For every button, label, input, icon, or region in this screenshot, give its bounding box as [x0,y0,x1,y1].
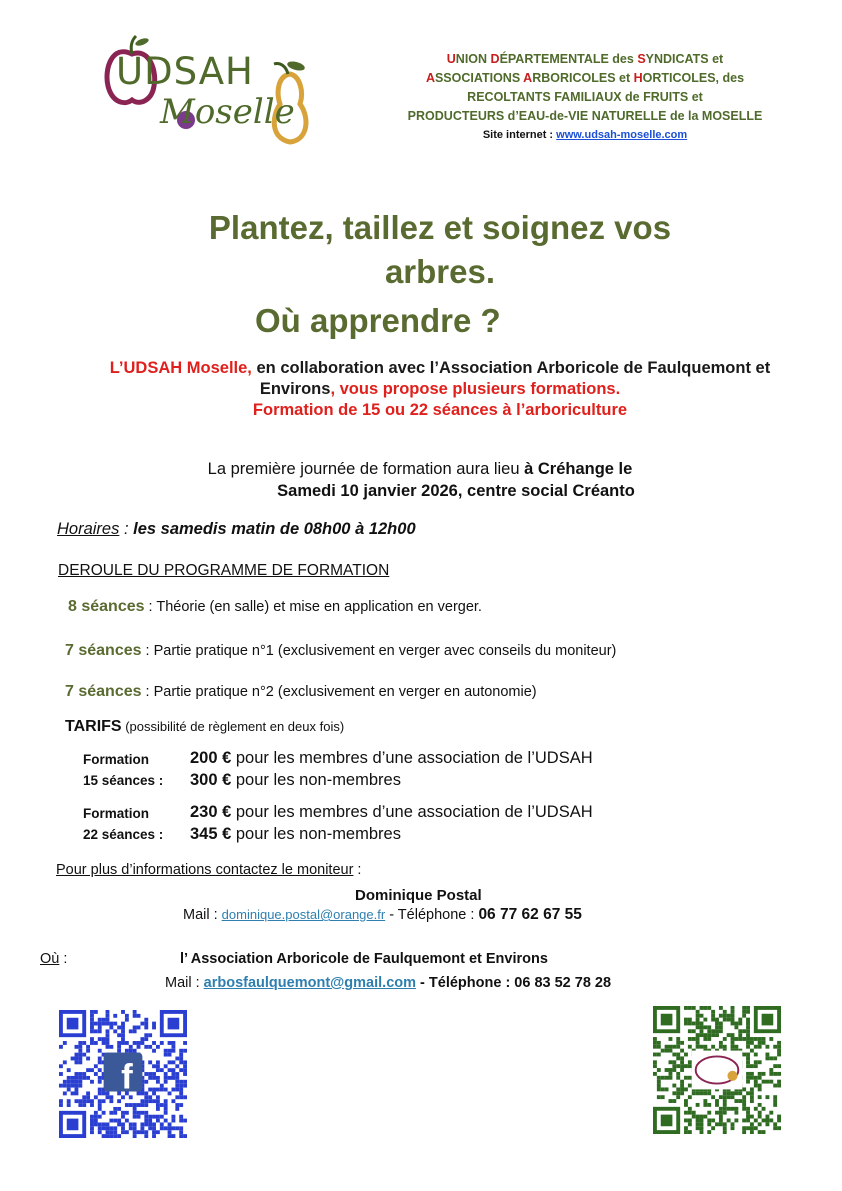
seance-count: 7 séances [65,683,142,700]
seance-desc: : Théorie (en salle) et mise en application en verger. [144,599,482,615]
price-non-members: 300 € [190,771,232,789]
schedule-label: Horaires [57,520,120,538]
header-text: ORTICOLES, des [642,71,745,85]
title-line-2: arbres. [384,253,496,290]
site-line [365,126,805,145]
date-text: La première journée de formation aura lieu [207,460,525,478]
seance-desc: : Partie pratique n°1 (exclusivement en verger avec conseils du moniteur) [141,643,617,659]
header-line [365,88,805,107]
seance-item [65,642,616,660]
price-non-members: 345 € [190,825,232,843]
schedule-value: les samedis matin de 08h00 à 12h00 [133,520,416,538]
price-members-desc: pour les membres d’une association de l’UDSAH [231,803,593,821]
header-line [365,107,805,126]
location-label [40,951,67,967]
association-mail-label: Mail : [165,975,204,991]
contact-label-text: Pour plus d’informations contactez le moniteur [56,862,354,878]
pricing-label-2: 22 séances : [83,827,164,842]
logo-moselle-text: Moselle [160,92,295,132]
header-line [365,69,805,88]
seance-item [65,683,537,701]
schedule-line [57,520,416,539]
intro-paragraph [90,358,790,421]
pricing-label-1: Formation [83,752,149,767]
header-text: SSOCIATIONS [434,71,524,85]
location-label-suffix: : [59,951,68,967]
contact-tel-label: - Téléphone : [385,907,479,923]
intro-red-3: Formation de 15 ou 22 séances à l’arboriculture [252,401,628,419]
association-tel-label: - Téléphone [416,975,506,991]
intro-red-2: , vous propose plusieurs formations. [330,380,621,398]
header-capital: A [523,71,533,85]
contact-label-suffix: : [353,862,362,878]
organization-header [365,50,805,145]
title-line-1: Plantez, taillez et soignez vos [208,209,672,246]
date-place: à Créhange le [524,460,633,478]
contact-details [183,906,582,924]
association-details [165,975,611,991]
association-email-link[interactable]: arbosfaulquemont@gmail.com [203,975,417,991]
contact-phone: 06 77 62 67 55 [478,906,582,923]
contact-mail-label: Mail : [183,907,222,923]
pricing-group-label [83,749,163,791]
seance-count: 7 séances [65,642,142,659]
header-text: PRODUCTEURS d’EAU-de-VIE NATURELLE de la MOSELLE [407,109,763,123]
pricing-label-1: Formation [83,806,149,821]
site-link[interactable]: www.udsah-moselle.com [556,129,688,141]
page-title [100,206,780,294]
pricing-group-label [83,803,163,845]
intro-dark-1: en collaboration avec l’Association Arboricole de Faulquemont et Environs [251,359,771,398]
pricing-group-prices [190,747,593,791]
location-label-text: Où [40,951,60,967]
date-day: Samedi 10 janvier 2026, centre social Créanto [277,482,635,500]
page-subtitle: Où apprendre ? [255,302,501,339]
pricing-title: TARIFS [65,718,122,735]
logo-udsah-text: UDSAH [116,50,254,93]
header-capital: H [633,71,643,85]
pricing-group-prices [190,801,593,845]
seance-count: 8 séances [68,598,145,615]
pricing-note: (possibilité de règlement en deux fois) [121,719,345,734]
schedule-sep: : [119,520,134,538]
header-capital: A [425,71,435,85]
first-session-date [100,458,740,502]
program-heading: DEROULE DU PROGRAMME DE FORMATION [58,562,390,579]
price-members: 230 € [190,803,232,821]
udsah-qr-code-icon[interactable] [650,1006,784,1134]
price-non-members-desc: pour les non-membres [231,825,401,843]
svg-text:f: f [121,1057,133,1097]
seance-desc: : Partie pratique n°2 (exclusivement en verger en autonomie) [141,684,537,700]
header-capital: D [490,52,500,66]
pricing-heading [65,718,344,736]
header-capital: U [446,52,456,66]
contact-name: Dominique Postal [355,887,482,904]
header-text: ÉPARTEMENTALE des [499,52,638,66]
udsah-logo [102,34,312,146]
pricing-label-2: 15 séances : [83,773,164,788]
header-line [365,50,805,69]
price-non-members-desc: pour les non-membres [231,771,401,789]
price-members: 200 € [190,749,232,767]
header-text: YNDICATS et [645,52,724,66]
site-label: Site internet : [482,129,557,141]
header-text: NION [455,52,491,66]
header-text: RECOLTANTS FAMILIAUX de FRUITS et [467,90,703,104]
header-text: RBORICOLES et [532,71,634,85]
contact-email-link[interactable]: dominique.postal@orange.fr [221,907,386,922]
header-capital: S [637,52,646,66]
association-phone: : 06 83 52 78 28 [505,975,612,991]
price-members-desc: pour les membres d’une association de l’UDSAH [231,749,593,767]
intro-red-1: L’UDSAH Moselle, [109,359,252,377]
association-name: l’ Association Arboricole de Faulquemont et Environs [180,951,548,967]
seance-item [68,598,482,616]
facebook-qr-code-icon[interactable] [56,1010,190,1138]
contact-label [56,862,361,878]
